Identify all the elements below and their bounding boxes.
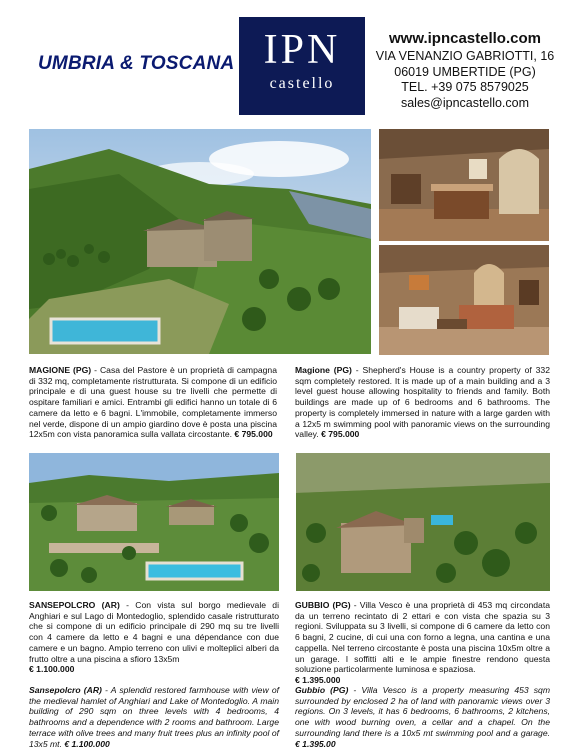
phone-number: TEL. +39 075 8579025 bbox=[401, 80, 529, 94]
gubbio-price-it: € 1.395.000 bbox=[295, 674, 341, 685]
company-logo bbox=[239, 17, 365, 115]
gubbio-aerial-photo bbox=[296, 453, 550, 591]
magione-body-en: - Shepherd's House is a country property of 332 sqm completely restored. It is made up of a main building and a 3 level guest house allowing hospitality to friends and family. Both buildings are made up of 6 bedrooms and 6 bathrooms. The property is completely immersed in nature with a large garden with a 12x5 m swimming pool with panoramic views on the surrounding valley. bbox=[295, 365, 550, 440]
sansepolcro-price-en: € 1.100.000 bbox=[64, 738, 110, 749]
magione-location-en: Magione (PG) bbox=[295, 365, 352, 375]
region-title: UMBRIA & TOSCANA bbox=[38, 53, 235, 74]
magione-description-en bbox=[295, 365, 550, 440]
magione-location-it: MAGIONE (PG) bbox=[29, 365, 92, 375]
sansepolcro-location-it: SANSEPOLCRO (AR) bbox=[29, 600, 120, 610]
gubbio-body-en: - Villa Vesco is a property measuring 453 sqm surrounded by enclosed 2 ha of land with panoramic views over 3 regions. On 3 levels, it has 6 bedrooms, 6 bathrooms, 2 kitchens, one with wood burning oven, a cellar and a chapel. On the surrounding land there is a 10x5 mt swimming pool and a garage. bbox=[295, 685, 550, 738]
website-link[interactable]: www.ipncastello.com bbox=[389, 30, 541, 47]
contact-block bbox=[360, 30, 570, 111]
logo-main-text: IPN bbox=[263, 27, 341, 73]
sansepolcro-description-en bbox=[29, 685, 279, 749]
gubbio-description-en bbox=[295, 685, 550, 749]
sansepolcro-body-en: - A splendid restored farmhouse with view of the medieval hamlet of Anghiari and Lake of Montedoglio. A main building of 290 sqm on three levels with 4 bedrooms, 4 bathrooms and a dependence with 2 rooms and bathroom. Large terrace with olive trees and many fruit trees plus an infinity pool of 13x5 mt. bbox=[29, 685, 279, 749]
logo-sub-text: castello bbox=[269, 75, 335, 92]
sansepolcro-body-it: - Con vista sul borgo medievale di Anghiari e sul Lago di Montedoglio, splendido casale ristrutturato che si compone di un edificio principale di 290 mq su tre livelli con 4 camere da letto e 4 bagni e una dépendance con due camere e un bagno. Ampio terreno con ulivi e molteplici alberi da frutto oltre a una piscina a sfioro 13x5m bbox=[29, 600, 279, 664]
sansepolcro-aerial-photo bbox=[29, 453, 279, 591]
magione-kitchen-photo bbox=[379, 129, 549, 241]
gubbio-location-it: GUBBIO (PG) bbox=[295, 600, 351, 610]
gubbio-description-it bbox=[295, 600, 550, 686]
sansepolcro-location-en: Sansepolcro (AR) bbox=[29, 685, 102, 695]
magione-price-en: € 795.000 bbox=[321, 429, 360, 440]
sansepolcro-price-it: € 1.100.000 bbox=[29, 664, 75, 675]
address-line-1: VIA VENANZIO GABRIOTTI, 16 bbox=[375, 49, 555, 63]
magione-body-it: - Casa del Pastore è un proprietà di campagna di 332 mq, completamente ristrutturata. Si compone di un edificio principale e di una guest house su tre livelli che permette di ospitare familiari e amici. Entrambi gli edifici hanno un totale di 6 camere da letto e 6 bagni. L'immobile, completamente immerso nel verde, dispone di un ampio giardino dove è posta una piscina 12x5m con vista panoramica sulla vallata circostante. bbox=[29, 365, 277, 440]
magione-aerial-photo bbox=[29, 129, 371, 354]
gubbio-body-it: - Villa Vesco è una proprietà di 453 mq circondata da un terreno recintato di 2 ettari e con vista che spazia su 3 regioni. Sviluppata su 3 livelli, si compone di 6 camere da letto con 6 bagni, 2 cucine, di cui una con forno a legna, una cantina e una cappella. Nel terreno circostante è posta una piscina 10x5m oltre a un garage. I soffitti alti e le ampie finestre rendono questa soluzione particolarmente luminosa e spaziosa. bbox=[295, 600, 550, 675]
magione-living-photo bbox=[379, 245, 549, 355]
magione-description-it bbox=[29, 365, 277, 440]
email-link[interactable]: sales@ipncastello.com bbox=[400, 95, 530, 110]
gubbio-price-en: € 1.395.00 bbox=[295, 738, 336, 749]
magione-price-it: € 795.000 bbox=[234, 429, 273, 440]
sansepolcro-description-it bbox=[29, 600, 279, 675]
gubbio-location-en: Gubbio (PG) bbox=[295, 685, 349, 695]
address-line-2: 06019 UMBERTIDE (PG) bbox=[394, 64, 536, 79]
